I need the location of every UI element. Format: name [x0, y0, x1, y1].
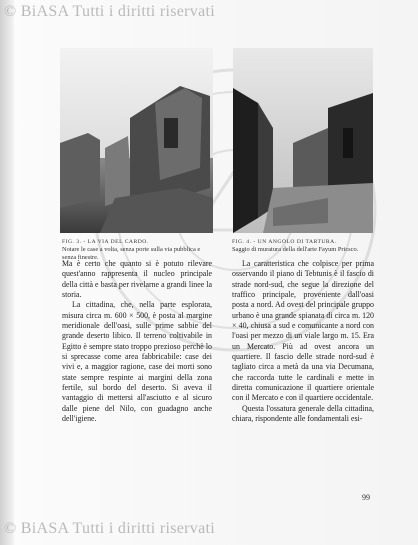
photo-via-del-cardo	[60, 48, 213, 233]
figure-caption-text: Saggio di muratura della dell'arte Fayum Pricsco.	[232, 246, 359, 253]
figure-title: FIG. 4. - UN ANGOLO DI TARTURA.	[232, 239, 337, 245]
figure-title: FIG. 3. - LA VIA DEL CARDO.	[62, 239, 149, 245]
copyright-watermark-top: © BiASA Tutti i diritti riservati	[4, 3, 215, 20]
text-column-right	[232, 259, 374, 425]
paragraph: La cittadina, che, nella parte esplorata, misura circa m. 600 × 500, è posta al margine meridionale dell'oasi, sulle prime sabbie del grande deserto libico. Il terreno coltivabile in Egitto è sempre stato troppo prezioso perchè lo si sprecasse come area fabbricabile: case dei vivi e, a maggior ragione, case dei morti sono state sempre respinte ai margini della zona fertile, sul bordo del deserto. Si aveva il vantaggio di mettersi all'asciutto e al sicuro dalle piene del Nilo, con guadagno anche dell'igiene.	[62, 300, 212, 424]
binding-shadow	[0, 0, 14, 545]
figure-caption-2	[232, 238, 374, 254]
paragraph: La caratteristica che colpisce per prima osservando il piano di Tebtunis è il fascio di strade nord-sud, che segue la direzione del traffico principale, proveniente dall'oasi posta a nord. Ad ovest del principale gruppo urbano è una grande spianata di circa m. 120 × 40, chiusa a sud e comunicante a nord con l'oasi per mezzo di un viale largo m. 15. Era un Mercato. Più ad ovest ancora un quartiere. Il fascio delle strade nord-sud è tagliato circa a metà da una via Decumana, che raccorda tutte le cardinali e mette in diretta comunicazione il quartiere orientale con il Mercato e con il quartiere occidentale.	[232, 259, 374, 403]
paragraph: Questa l'ossatura generale della cittadina, chiara, rispondente alle fondamentali esi-	[232, 403, 374, 424]
text-column-left	[62, 259, 212, 425]
page-number: 99	[362, 493, 370, 502]
figure-caption-text: Notare le case a volta, senza porte sulla via pubblica e senza finestre.	[62, 246, 201, 261]
paragraph: Ma è certo che quanto si è potuto rilevare quest'anno rappresenta il nucleo principale della città e basta per rivelarne a grandi linee la storia.	[62, 259, 212, 300]
photo-angolo-di-tartura	[233, 48, 373, 233]
copyright-watermark-bottom: © BiASA Tutti i diritti riservati	[4, 520, 215, 537]
